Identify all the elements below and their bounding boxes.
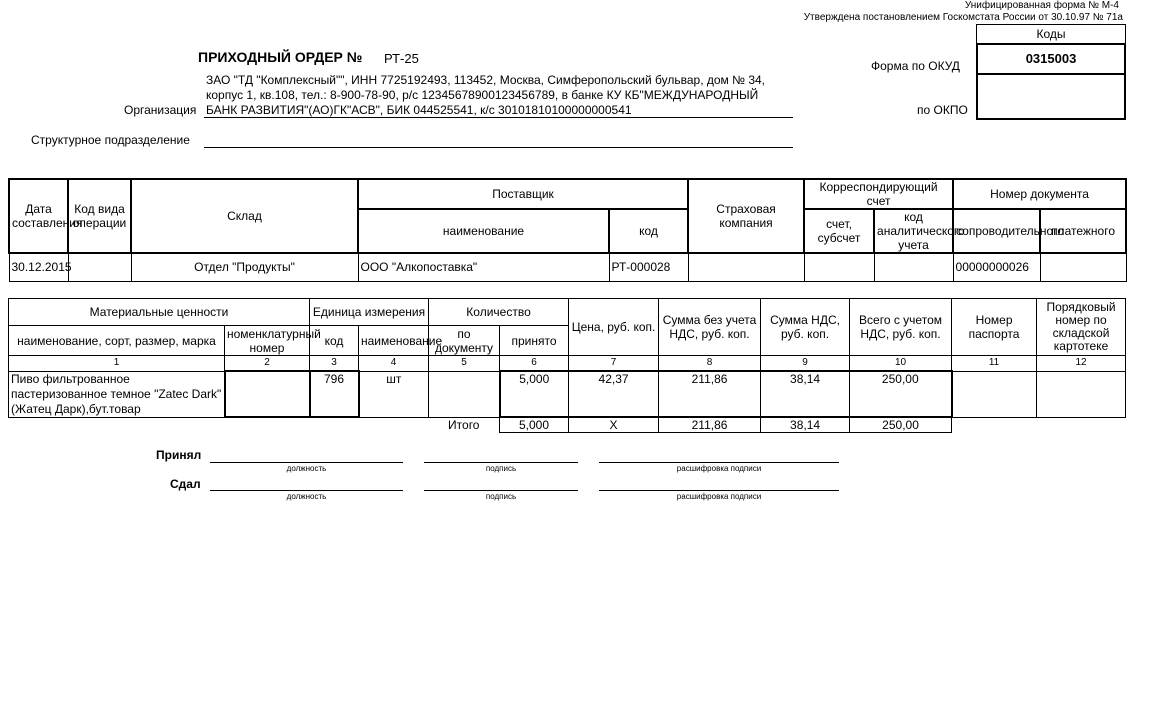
colnum: 9 (761, 356, 850, 372)
okud-value[interactable]: 0315003 (976, 43, 1126, 75)
cell-insurance[interactable] (688, 253, 804, 281)
item-unit-code[interactable]: 796 (310, 371, 359, 417)
h-nomnum: номенклатурный номер (225, 326, 310, 356)
page-title: ПРИХОДНЫЙ ОРДЕР № (198, 49, 363, 65)
colnum: 2 (225, 356, 310, 372)
okpo-label: по ОКПО (917, 103, 968, 117)
item-cardnum[interactable] (1037, 371, 1126, 417)
form-name: Унифицированная форма № М-4 (964, 0, 1119, 11)
totals-row (9, 417, 1126, 433)
item-passport[interactable] (952, 371, 1037, 417)
org-line-3: БАНК РАЗВИТИЯ"(АО)ГК"АСВ", БИК 044525541, к/с 30101810100000000541 (206, 103, 632, 117)
handed-position-field[interactable] (210, 490, 403, 491)
item-unit-name[interactable]: шт (359, 371, 429, 417)
h-corr: Корреспондирующий счет (804, 179, 953, 209)
totals-qty-acc: 5,000 (500, 417, 569, 433)
h-unit-name: наименование (359, 326, 429, 356)
department-label: Структурное подразделение (31, 133, 190, 147)
item-vat[interactable]: 38,14 (761, 371, 850, 417)
colnum: 11 (952, 356, 1037, 372)
handed-signature-field[interactable] (424, 490, 578, 491)
handed-label: Сдал (170, 477, 201, 491)
items-table (8, 298, 1126, 433)
order-number[interactable]: РТ-25 (384, 51, 419, 66)
table-row[interactable] (9, 371, 1126, 417)
h-cardnum: Порядковый номер по складской картотеке (1037, 299, 1126, 356)
cell-corr-acc[interactable] (804, 253, 874, 281)
h-opcode: Код вида операции (68, 179, 131, 253)
h-sum-novat: Сумма без учета НДС, руб. коп. (659, 299, 761, 356)
colnum: 12 (1037, 356, 1126, 372)
received-signature-caption: подпись (485, 464, 517, 473)
item-name[interactable]: Пиво фильтрованное пастеризованное темное "Zatec Dark" (Жатец Дарк),бут.товар (9, 371, 225, 417)
cell-supplier-code[interactable]: РТ-000028 (609, 253, 688, 281)
colnum: 3 (310, 356, 359, 372)
handed-position-caption: должность (286, 492, 327, 501)
h-doc-accomp: сопроводительного (953, 209, 1040, 253)
item-sum-novat[interactable]: 211,86 (659, 371, 761, 417)
received-signature-field[interactable] (424, 462, 578, 463)
h-date: Дата составления (9, 179, 68, 253)
received-decoding-field[interactable] (599, 462, 839, 463)
colnum: 5 (429, 356, 500, 372)
colnum: 1 (9, 356, 225, 372)
received-label: Принял (156, 448, 202, 462)
form-approval: Утверждена постановлением Госкомстата России от 30.10.97 № 71а (803, 12, 1123, 23)
h-supplier: Поставщик (358, 179, 688, 209)
cell-store[interactable]: Отдел "Продукты" (131, 253, 358, 281)
totals-sum-novat: 211,86 (659, 417, 761, 433)
handed-decoding-field[interactable] (599, 490, 839, 491)
item-price[interactable]: 42,37 (569, 371, 659, 417)
colnum: 4 (359, 356, 429, 372)
h-doc-pay: платежного (1040, 209, 1126, 253)
h-passport: Номер паспорта (952, 299, 1037, 356)
cell-corr-code[interactable] (874, 253, 953, 281)
item-nomnum[interactable] (225, 371, 310, 417)
colnum: 10 (850, 356, 952, 372)
h-vat: Сумма НДС, руб. коп. (761, 299, 850, 356)
okpo-value[interactable] (976, 73, 1126, 120)
organization-value[interactable] (206, 73, 806, 118)
h-insurance: Страховая компания (688, 179, 804, 253)
colnum: 6 (500, 356, 569, 372)
codes-header: Коды (976, 24, 1126, 44)
received-position-field[interactable] (210, 462, 403, 463)
h-qty-doc: по документу (429, 326, 500, 356)
h-total: Всего с учетом НДС, руб. коп. (850, 299, 952, 356)
item-qty-acc[interactable]: 5,000 (500, 371, 569, 417)
item-qty-doc[interactable] (429, 371, 500, 417)
order-header-table (8, 178, 1127, 282)
h-qty: Количество (429, 299, 569, 326)
organization-label: Организация (124, 103, 197, 117)
okud-label: Форма по ОКУД (871, 59, 960, 73)
cell-date[interactable]: 30.12.2015 (9, 253, 68, 281)
org-line-2: корпус 1, кв.108, тел.: 8-900-78-90, р/с 12345678900123456789, в банке КУ КБ"МЕЖДУНАРОДНЫЙ (206, 88, 759, 102)
h-price: Цена, руб. коп. (569, 299, 659, 356)
h-name: наименование, сорт, размер, марка (9, 326, 225, 356)
handed-decoding-caption: расшифровка подписи (676, 492, 762, 501)
h-corr-code: код аналитического учета (874, 209, 953, 253)
h-qty-acc: принято (500, 326, 569, 356)
colnum: 8 (659, 356, 761, 372)
h-supplier-name: наименование (358, 209, 609, 253)
cell-doc-accomp[interactable]: 00000000026 (953, 253, 1040, 281)
h-supplier-code: код (609, 209, 688, 253)
department-field[interactable] (204, 147, 793, 148)
totals-label: Итого (448, 418, 480, 432)
h-unit: Единица измерения (310, 299, 429, 326)
org-line-1: ЗАО "ТД "Комплексный"", ИНН 7725192493, 113452, Москва, Симферопольский бульвар, дом № 34, (206, 73, 766, 87)
colnum: 7 (569, 356, 659, 372)
handed-signature-caption: подпись (485, 492, 517, 501)
h-values: Материальные ценности (9, 299, 310, 326)
cell-opcode[interactable] (68, 253, 131, 281)
cell-doc-pay[interactable] (1040, 253, 1126, 281)
totals-vat: 38,14 (761, 417, 850, 433)
h-store: Склад (131, 179, 358, 253)
cell-supplier-name[interactable]: ООО "Алкопоставка" (358, 253, 609, 281)
totals-total: 250,00 (850, 417, 952, 433)
totals-price: X (569, 417, 659, 433)
received-decoding-caption: расшифровка подписи (676, 464, 762, 473)
item-total[interactable]: 250,00 (850, 371, 952, 417)
h-corr-acc: счет, субсчет (804, 209, 874, 253)
h-unit-code: код (310, 326, 359, 356)
h-docnum: Номер документа (953, 179, 1126, 209)
received-position-caption: должность (286, 464, 327, 473)
